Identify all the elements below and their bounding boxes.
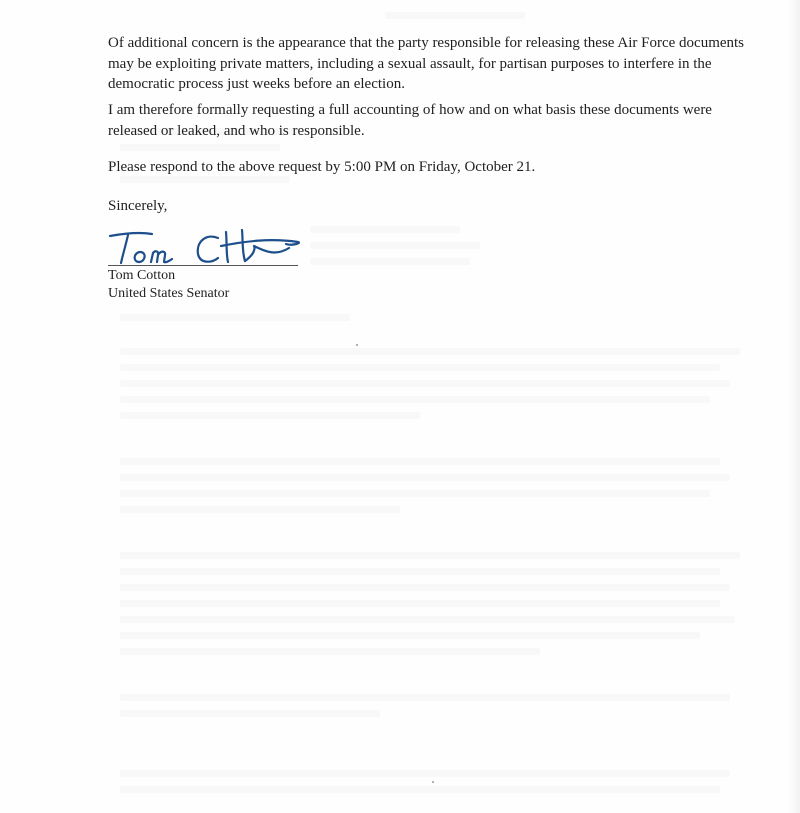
body-paragraph-request: I am therefore formally requesting a full accounting of how and on what basis these documents were released or leaked, and who is responsible. (108, 102, 712, 139)
body-paragraph-deadline: Please respond to the above request by 5:00 PM on Friday, October 21. (108, 159, 536, 175)
signer-name: Tom Cotton (108, 268, 176, 283)
scan-edge-shadow (788, 0, 800, 813)
signature-line (108, 265, 298, 266)
signer-title: United States Senator (108, 286, 230, 301)
closing-salutation: Sincerely, (108, 198, 168, 214)
handwritten-signature (106, 224, 306, 268)
body-paragraph-concern: Of additional concern is the appearance that the party responsible for releasing these Air Force documents may be exploiting private matters, including a sexual assault, for partisan purposes to interfere in the democratic process just weeks before an election. (108, 35, 745, 92)
